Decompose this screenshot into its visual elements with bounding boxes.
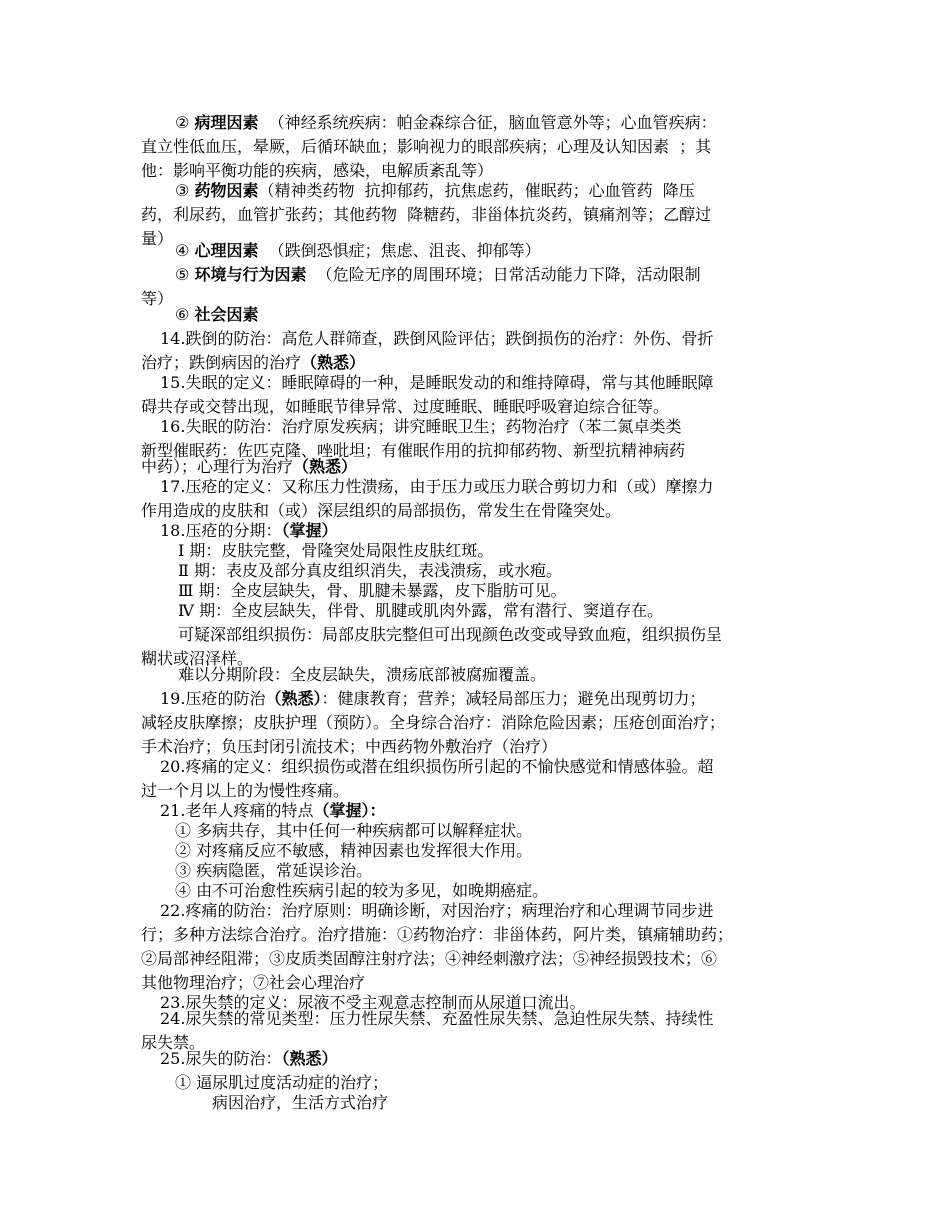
- text-line: [160, 688, 705, 709]
- text-span: 新型催眠药：佐匹克隆、唑吡坦；有催眠作用的抗抑郁药物、新型抗精神病药: [141, 441, 686, 460]
- bold-term: 环境与行为因素: [194, 265, 307, 284]
- text-line: [160, 900, 713, 921]
- text-line: [175, 820, 532, 841]
- text-span: 25.尿失的防治：: [160, 1049, 282, 1068]
- text-line: [141, 396, 669, 417]
- text-line: [141, 136, 711, 157]
- text-line: [141, 712, 725, 733]
- bold-term: 药物因素: [194, 181, 259, 200]
- text-line: [141, 948, 717, 969]
- text-span: 过一个月以上的为慢性疼痛。: [141, 781, 350, 800]
- text-line: [141, 352, 365, 373]
- text-line: [141, 780, 349, 801]
- text-line: [178, 600, 663, 621]
- text-line: [160, 520, 337, 541]
- text-span: 其他物理治疗；⑦社会心理治疗: [141, 973, 366, 992]
- text-line: [160, 476, 713, 497]
- text-span: ③ 疾病隐匿，常延误诊治。: [175, 861, 373, 880]
- text-span: Ⅰ 期：皮肤完整，骨隆突处局限性皮肤红斑。: [178, 541, 494, 560]
- text-line: [175, 860, 372, 881]
- text-line: [160, 1008, 713, 1029]
- text-line: [141, 500, 621, 521]
- text-span: （精神类药物 抗抑郁药，抗焦虑药，催眠药；心血管药 降压: [258, 181, 695, 200]
- text-span: ① 逼尿肌过度活动症的治疗；: [175, 1073, 389, 1092]
- text-span: ②局部神经阻滞；③皮质类固醇注射疗法；④神经刺激疗法；⑤神经损毁技术；⑥: [141, 949, 718, 968]
- text-line: [141, 288, 173, 309]
- text-span: 等）: [141, 289, 174, 308]
- text-span: 中药）；心理行为治疗: [141, 457, 294, 476]
- text-span: ② 对疼痛反应不敏感，精神因素也发挥很大作用。: [175, 841, 533, 860]
- text-line: [141, 736, 557, 757]
- text-span: Ⅳ 期：全皮层缺失，伴骨、肌腱或肌肉外露，常有潜行、窦道存在。: [178, 601, 664, 620]
- text-line: [160, 372, 713, 393]
- text-span: ④: [175, 241, 195, 260]
- text-span: 15.失眠的定义：睡眠障碍的一种，是睡眠发动的和维持障碍，常与其他睡眠障: [160, 373, 714, 392]
- text-span: 23.尿失禁的定义：尿液不受主观意志控制而从尿道口流出。: [160, 993, 586, 1012]
- bold-term: （掌握）：: [313, 801, 386, 820]
- text-line: [175, 240, 541, 261]
- text-line: [141, 972, 365, 993]
- text-span: （神经系统疾病：帕金森综合征，脑血管意外等；心血管疾病：: [258, 113, 717, 132]
- bold-term: 心理因素: [194, 241, 259, 260]
- text-line: [175, 304, 258, 325]
- text-line: [212, 1092, 388, 1113]
- text-span: 14.跌倒的防治：高危人群筛查，跌倒风险评估；跌倒损伤的治疗：外伤、骨折: [160, 329, 714, 348]
- text-span: 减轻皮肤摩擦；皮肤护理（预防）。全身综合治疗：消除危险因素；压疮创面治疗；: [141, 713, 726, 732]
- text-span: ：健康教育；营养；减轻局部压力；避免出现剪切力；: [321, 689, 706, 708]
- text-span: Ⅱ 期：表皮及部分真皮组织消失，表浅溃疡，或水疱。: [178, 561, 562, 580]
- text-span: 作用造成的皮肤和（或）深层组织的局部损伤，常发生在骨隆突处。: [141, 501, 622, 520]
- text-span: 糊状或沼泽样。: [141, 649, 254, 668]
- text-span: 直立性低血压，晕厥，后循环缺血；影响视力的眼部疾病；心理及认知因素 ；其: [141, 137, 712, 156]
- text-span: 碍共存或交替出现，如睡眠节律异常、过度睡眠、睡眠呼吸窘迫综合征等。: [141, 397, 670, 416]
- text-span: ⑤: [175, 265, 195, 284]
- text-span: （跌倒恐惧症；焦虑、沮丧、抑郁等）: [258, 241, 541, 260]
- text-line: [178, 580, 567, 601]
- text-line: [141, 924, 733, 945]
- text-line: [178, 560, 562, 581]
- text-span: 他：影响平衡功能的疾病，感染，电解质紊乱等）: [141, 161, 494, 180]
- text-line: [141, 228, 173, 249]
- text-line: [178, 540, 493, 561]
- text-span: 手术治疗；负压封闭引流技术；中西药物外敷治疗（治疗）: [141, 737, 558, 756]
- bold-term: 病理因素: [194, 113, 259, 132]
- text-span: 可疑深部组织损伤：局部皮肤完整但可出现颜色改变或导致血疱，组织损伤呈: [178, 625, 723, 644]
- bold-term: （熟悉）: [281, 1049, 338, 1068]
- bold-term: （熟悉）: [265, 689, 322, 708]
- text-span: ① 多病共存，其中任何一种疾病都可以解释症状。: [175, 821, 533, 840]
- text-line: [141, 160, 493, 181]
- text-span: 行；多种方法综合治疗。治疗措施：①药物治疗：非甾体药，阿片类，镇痛辅助药；: [141, 925, 734, 944]
- text-line: [141, 204, 711, 225]
- text-line: [175, 840, 532, 861]
- text-span: 19.压疮的防治: [160, 689, 266, 708]
- text-line: [160, 756, 713, 777]
- text-span: 药，利尿药，血管扩张药；其他药物 降糖药，非甾体抗炎药，镇痛剂等；乙醇过: [141, 205, 712, 224]
- bold-term: （熟悉）: [293, 457, 358, 476]
- text-line: [160, 1048, 337, 1069]
- text-line: [175, 264, 701, 285]
- text-span: 病因治疗，生活方式治疗: [212, 1093, 389, 1112]
- text-line: [175, 1072, 388, 1093]
- bold-term: （掌握）: [281, 521, 338, 540]
- bold-term: 社会因素: [194, 305, 259, 324]
- text-span: 21.老年人疼痛的特点: [160, 801, 314, 820]
- text-line: [178, 624, 722, 645]
- bold-term: （熟悉）: [301, 353, 366, 372]
- text-line: [175, 880, 548, 901]
- text-line: [160, 416, 681, 437]
- text-line: [175, 180, 695, 201]
- text-span: 难以分期阶段：全皮层缺失，溃疡底部被腐痂覆盖。: [178, 665, 547, 684]
- text-span: ⑥: [175, 305, 195, 324]
- text-line: [160, 328, 713, 349]
- text-span: 24.尿失禁的常见类型：压力性尿失禁、充盈性尿失禁、急迫性尿失禁、持续性: [160, 1009, 714, 1028]
- text-line: [141, 456, 357, 477]
- text-span: ③: [175, 181, 195, 200]
- text-span: （危险无序的周围环境；日常活动能力下降，活动限制: [306, 265, 701, 284]
- text-span: 尿失禁。: [141, 1033, 206, 1052]
- text-span: ④ 由不可治愈性疾病引起的较为多见，如晚期癌症。: [175, 881, 549, 900]
- text-span: ②: [175, 113, 195, 132]
- text-span: 18.压疮的分期：: [160, 521, 282, 540]
- text-line: [178, 664, 546, 685]
- text-span: 22.疼痛的防治：治疗原则：明确诊断，对因治疗；病理治疗和心理调节同步进: [160, 901, 714, 920]
- text-span: 16.失眠的防治：治疗原发疾病；讲究睡眠卫生；药物治疗（苯二氮卓类类: [160, 417, 682, 436]
- text-line: [175, 112, 717, 133]
- text-span: 17.压疮的定义：又称压力性溃疡，由于压力或压力联合剪切力和（或）摩擦力: [160, 477, 714, 496]
- text-span: 治疗；跌倒病因的治疗: [141, 353, 302, 372]
- text-span: Ⅲ 期：全皮层缺失，骨、肌腱未暴露，皮下脂肪可见。: [178, 581, 567, 600]
- text-span: 20.疼痛的定义：组织损伤或潜在组织损伤所引起的不愉快感觉和情感体验。超: [160, 757, 714, 776]
- text-span: 量）: [141, 229, 174, 248]
- text-line: [160, 800, 385, 821]
